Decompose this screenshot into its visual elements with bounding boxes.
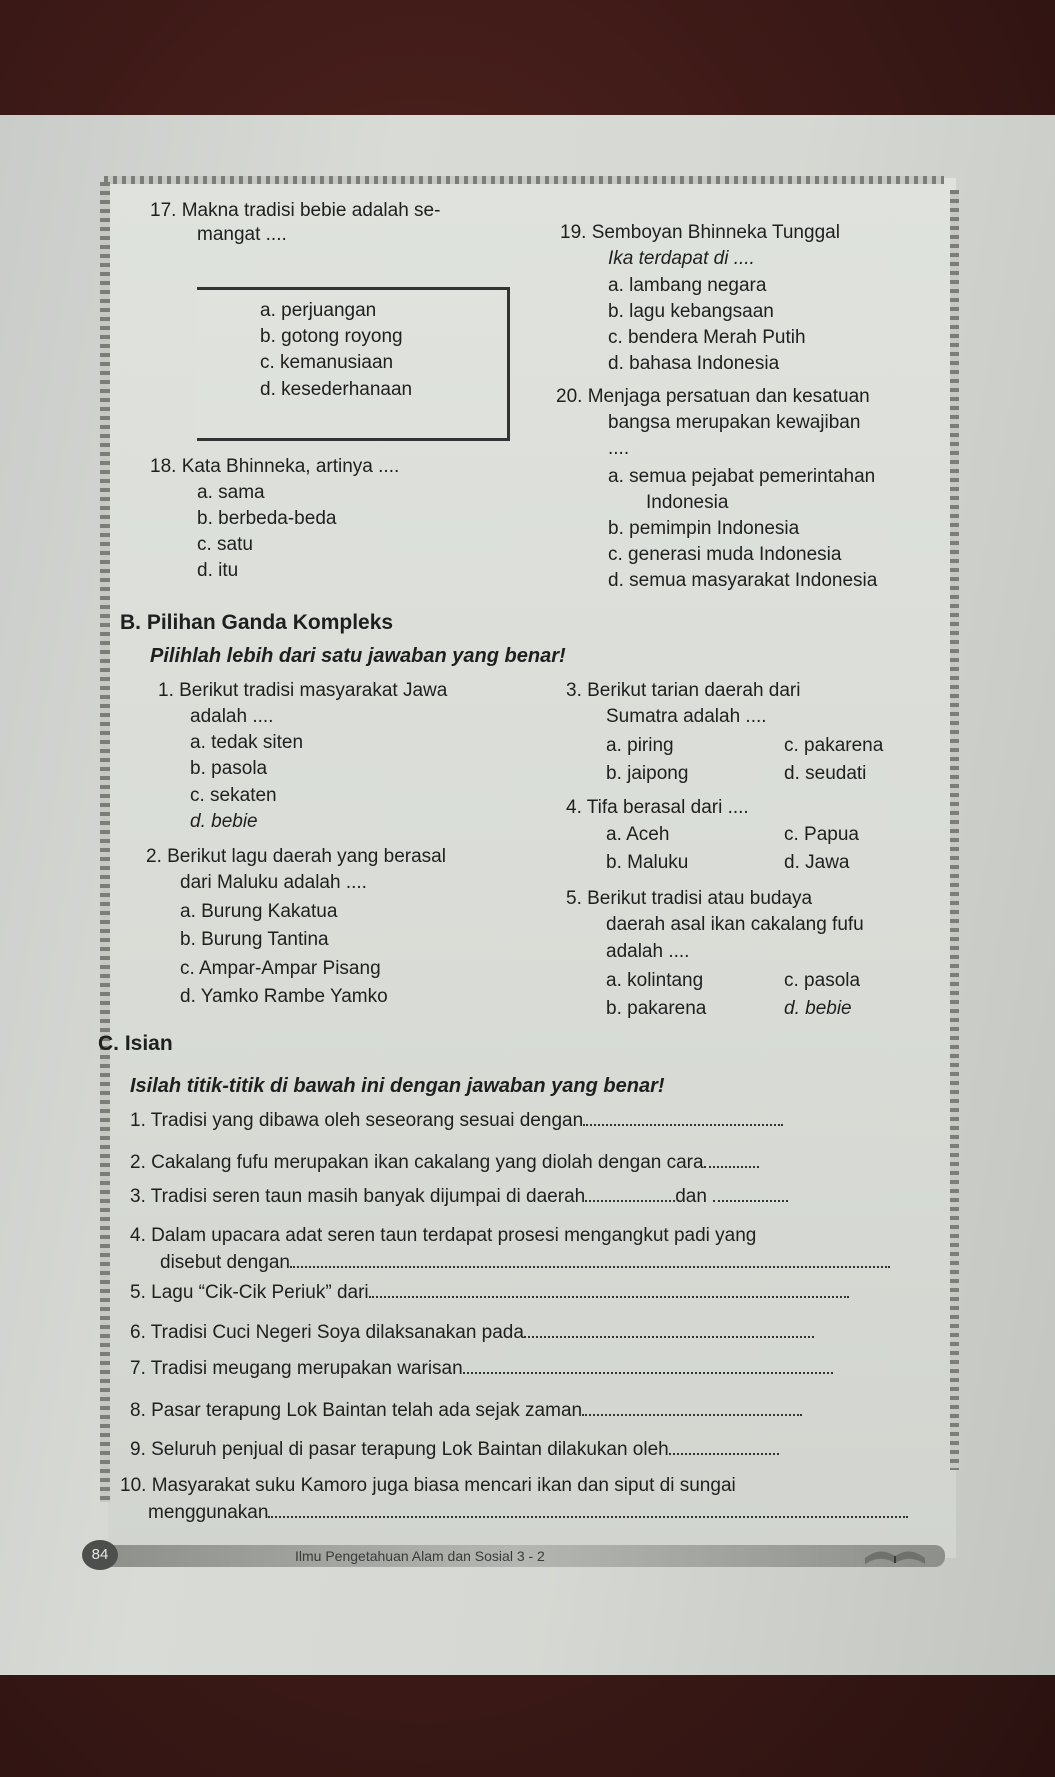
c-item-9: 9. Seluruh penjual di pasar terapung Lok Baintan dilakukan oleh [130, 1437, 779, 1461]
q20-option-a: a. semua pejabat pemerintahan [608, 466, 876, 487]
c-item-4: 4. Dalam upacara adat seren taun terdapat prosesi mengangkut padi yang [130, 1225, 757, 1246]
b-q4-option-d: d. Jawa [784, 852, 850, 873]
c-item-6: 6. Tradisi Cuci Negeri Soya dilaksanakan pada [130, 1320, 814, 1344]
b-q5-option-a: a. kolintang [606, 970, 704, 991]
b-q2-option-c: c. Ampar-Ampar Pisang [180, 958, 381, 979]
q20-option-c: c. generasi muda Indonesia [608, 544, 842, 565]
b-q5-option-b: b. pakarena [606, 998, 707, 1019]
q20-line1: 20. Menjaga persatuan dan kesatuan [556, 386, 870, 407]
q20-option-b: b. pemimpin Indonesia [608, 518, 800, 539]
q18-option-b: b. berbeda-beda [197, 508, 337, 529]
q17-option-a: a. perjuangan [260, 300, 377, 321]
b-q4-option-b: b. Maluku [606, 852, 689, 873]
c-item-1: 1. Tradisi yang dibawa oleh seseorang sesuai dengan [130, 1108, 783, 1132]
b-q3-option-b: b. jaipong [606, 763, 689, 784]
section-b-title: B. Pilihan Ganda Kompleks [120, 611, 394, 634]
b-q5-option-c: c. pasola [784, 970, 861, 991]
b-q5-line1: 5. Berikut tradisi atau budaya [566, 888, 813, 909]
q18-question: 18. Kata Bhinneka, artinya .... [150, 456, 400, 477]
q17-option-b: b. gotong royong [260, 326, 403, 347]
b-q5-line2: daerah asal ikan cakalang fufu [606, 914, 864, 935]
b-q2-option-a: a. Burung Kakatua [180, 901, 338, 922]
page-border-right [950, 190, 959, 1470]
b-q4-line1: 4. Tifa berasal dari .... [566, 797, 749, 818]
c-item-10-cont: menggunakan [148, 1500, 908, 1524]
b-q2-option-b: b. Burung Tantina [180, 929, 329, 950]
q19-line2: Ika terdapat di .... [608, 248, 755, 269]
q18-option-c: c. satu [197, 534, 253, 555]
q20-option-a-cont: Indonesia [646, 492, 729, 513]
b-q3-line2: Sumatra adalah .... [606, 706, 767, 727]
c-item-10: 10. Masyarakat suku Kamoro juga biasa mencari ikan dan siput di sungai [120, 1475, 736, 1496]
book-title: Ilmu Pengetahuan Alam dan Sosial 3 - 2 [295, 1548, 545, 1564]
q20-line3: .... [608, 438, 630, 459]
b-q3-option-a: a. piring [606, 735, 674, 756]
q19-option-c: c. bendera Merah Putih [608, 327, 806, 348]
q20-option-d: d. semua masyarakat Indonesia [608, 570, 878, 591]
b-q3-line1: 3. Berikut tarian daerah dari [566, 680, 801, 701]
c-item-4-cont: disebut dengan [160, 1250, 890, 1274]
c-item-3: 3. Tradisi seren taun masih banyak dijumpai di daerah dan [130, 1184, 788, 1208]
b-q2-line2: dari Maluku adalah .... [180, 872, 367, 893]
q17-option-c: c. kemanusiaan [260, 352, 394, 373]
b-q5-option-d: d. bebie [784, 998, 852, 1019]
open-book-icon [860, 1528, 930, 1568]
q19-option-d: d. bahasa Indonesia [608, 353, 780, 374]
q18-option-d: d. itu [197, 560, 239, 581]
q18-option-a: a. sama [197, 482, 265, 503]
b-q2-line1: 2. Berikut lagu daerah yang berasal [146, 846, 446, 867]
b-q3-option-c: c. pakarena [784, 735, 884, 756]
section-c-title: C. Isian [98, 1032, 173, 1055]
b-q2-option-d: d. Yamko Rambe Yamko [180, 986, 388, 1007]
c-item-2: 2. Cakalang fufu merupakan ikan cakalang yang diolah dengan cara [130, 1150, 759, 1174]
b-q1-option-b: b. pasola [190, 758, 268, 779]
b-q1-option-c: c. sekaten [190, 785, 277, 806]
page-number: 84 [82, 1540, 118, 1570]
b-q1-line2: adalah .... [190, 706, 274, 727]
section-b-instruction: Pilihlah lebih dari satu jawaban yang benar! [150, 645, 566, 667]
q19-option-b: b. lagu kebangsaan [608, 301, 774, 322]
b-q1-option-a: a. tedak siten [190, 732, 304, 753]
q17-line1: 17. Makna tradisi bebie adalah se- [150, 200, 441, 221]
c-item-8: 8. Pasar terapung Lok Baintan telah ada sejak zaman [130, 1398, 802, 1422]
b-q1-option-d: d. bebie [190, 811, 258, 832]
page-border-left [100, 182, 110, 1502]
b-q5-line3: adalah .... [606, 941, 690, 962]
b-q4-option-c: c. Papua [784, 824, 859, 845]
q20-line2: bangsa merupakan kewajiban [608, 412, 861, 433]
c-item-5: 5. Lagu “Cik-Cik Periuk” dari [130, 1280, 849, 1304]
b-q1-line1: 1. Berikut tradisi masyarakat Jawa [158, 680, 448, 701]
q17-line2: mangat .... [197, 224, 287, 245]
q19-line1: 19. Semboyan Bhinneka Tunggal [560, 222, 840, 243]
q19-option-a: a. lambang negara [608, 275, 767, 296]
page-border-top [104, 176, 944, 184]
b-q4-option-a: a. Aceh [606, 824, 670, 845]
c-item-7: 7. Tradisi meugang merupakan warisan [130, 1356, 833, 1380]
q17-option-d: d. kesederhanaan [260, 379, 413, 400]
b-q3-option-d: d. seudati [784, 763, 867, 784]
section-c-instruction: Isilah titik-titik di bawah ini dengan jawaban yang benar! [130, 1075, 665, 1097]
